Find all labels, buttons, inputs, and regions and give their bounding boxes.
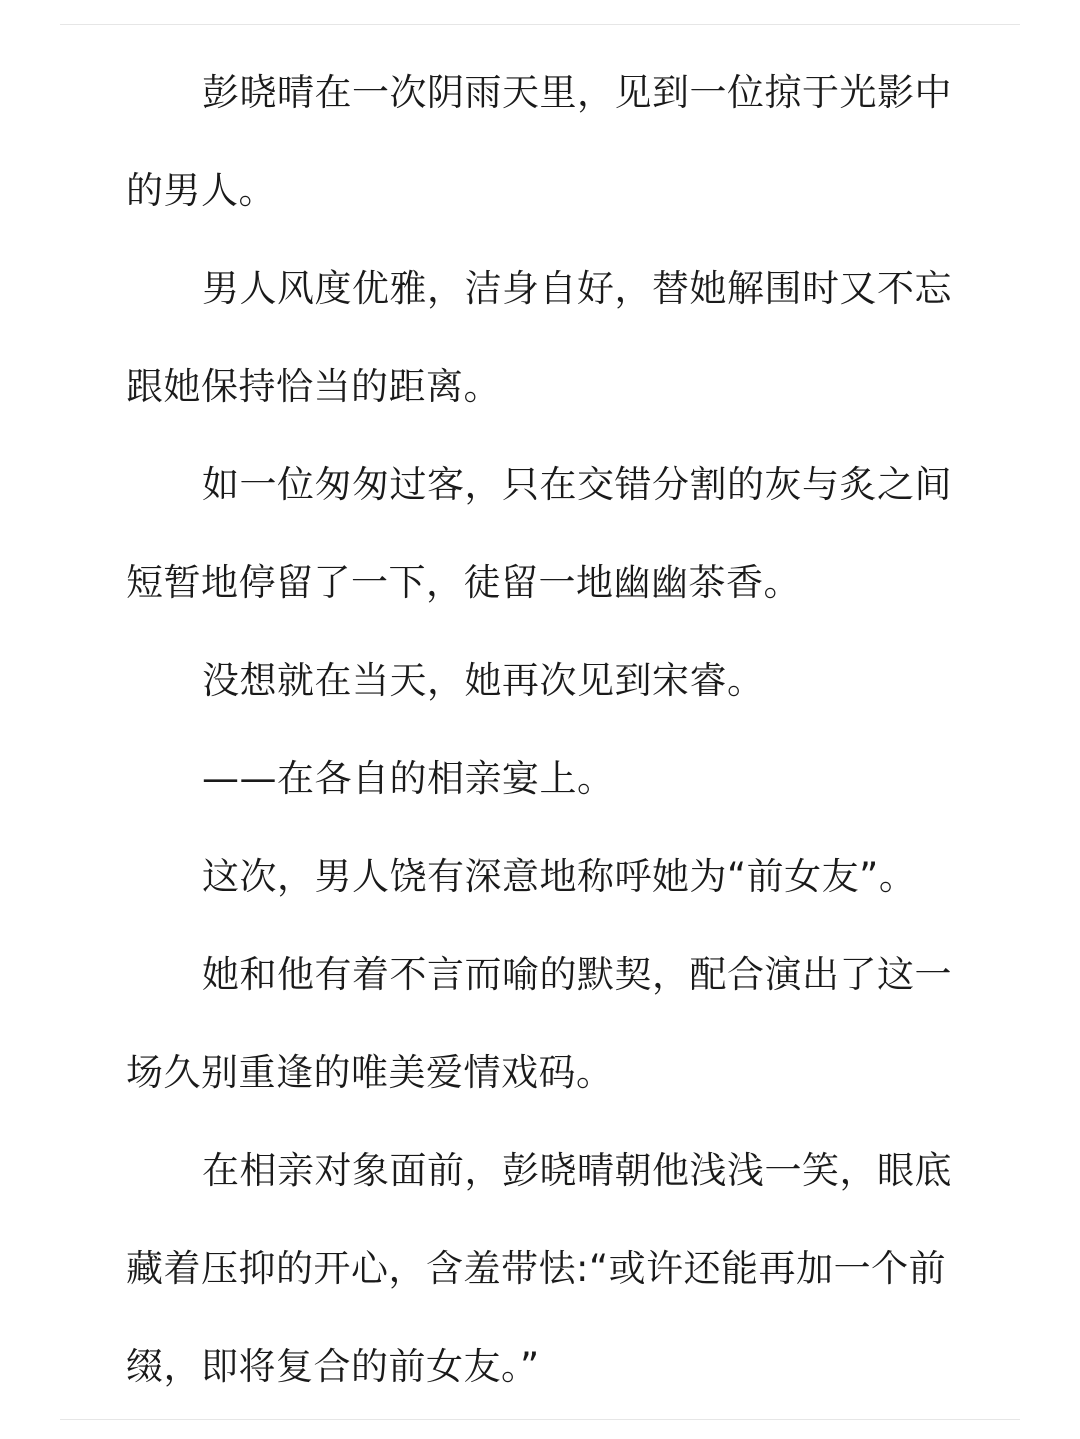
paragraph: 彭晓晴在一次阴雨天里，见到一位掠于光影中的男人。	[126, 71, 952, 212]
paragraph: 男人风度优雅，洁身自好，替她解围时又不忘跟她保持恰当的距离。	[126, 267, 952, 408]
paragraph: 如一位匆匆过客，只在交错分割的灰与炙之间短暂地停留了一下，徒留一地幽幽茶香。	[126, 463, 952, 604]
paragraph: 没想就在当天，她再次见到宋睿。	[202, 659, 765, 702]
paragraph: 在相亲对象面前，彭晓晴朝他浅浅一笑，眼底藏着压抑的开心，含羞带怯:“或许还能再加一个前缀，即将复合的前女友。”	[126, 1149, 952, 1388]
paragraph: ——在各自的相亲宴上。	[202, 757, 615, 800]
article-body	[126, 44, 966, 1416]
top-divider	[60, 24, 1020, 25]
paragraph: 她和他有着不言而喻的默契，配合演出了这一场久别重逢的唯美爱情戏码。	[126, 953, 952, 1094]
bottom-divider	[60, 1419, 1020, 1420]
paragraph: 这次，男人饶有深意地称呼她为“前女友”。	[202, 855, 917, 898]
